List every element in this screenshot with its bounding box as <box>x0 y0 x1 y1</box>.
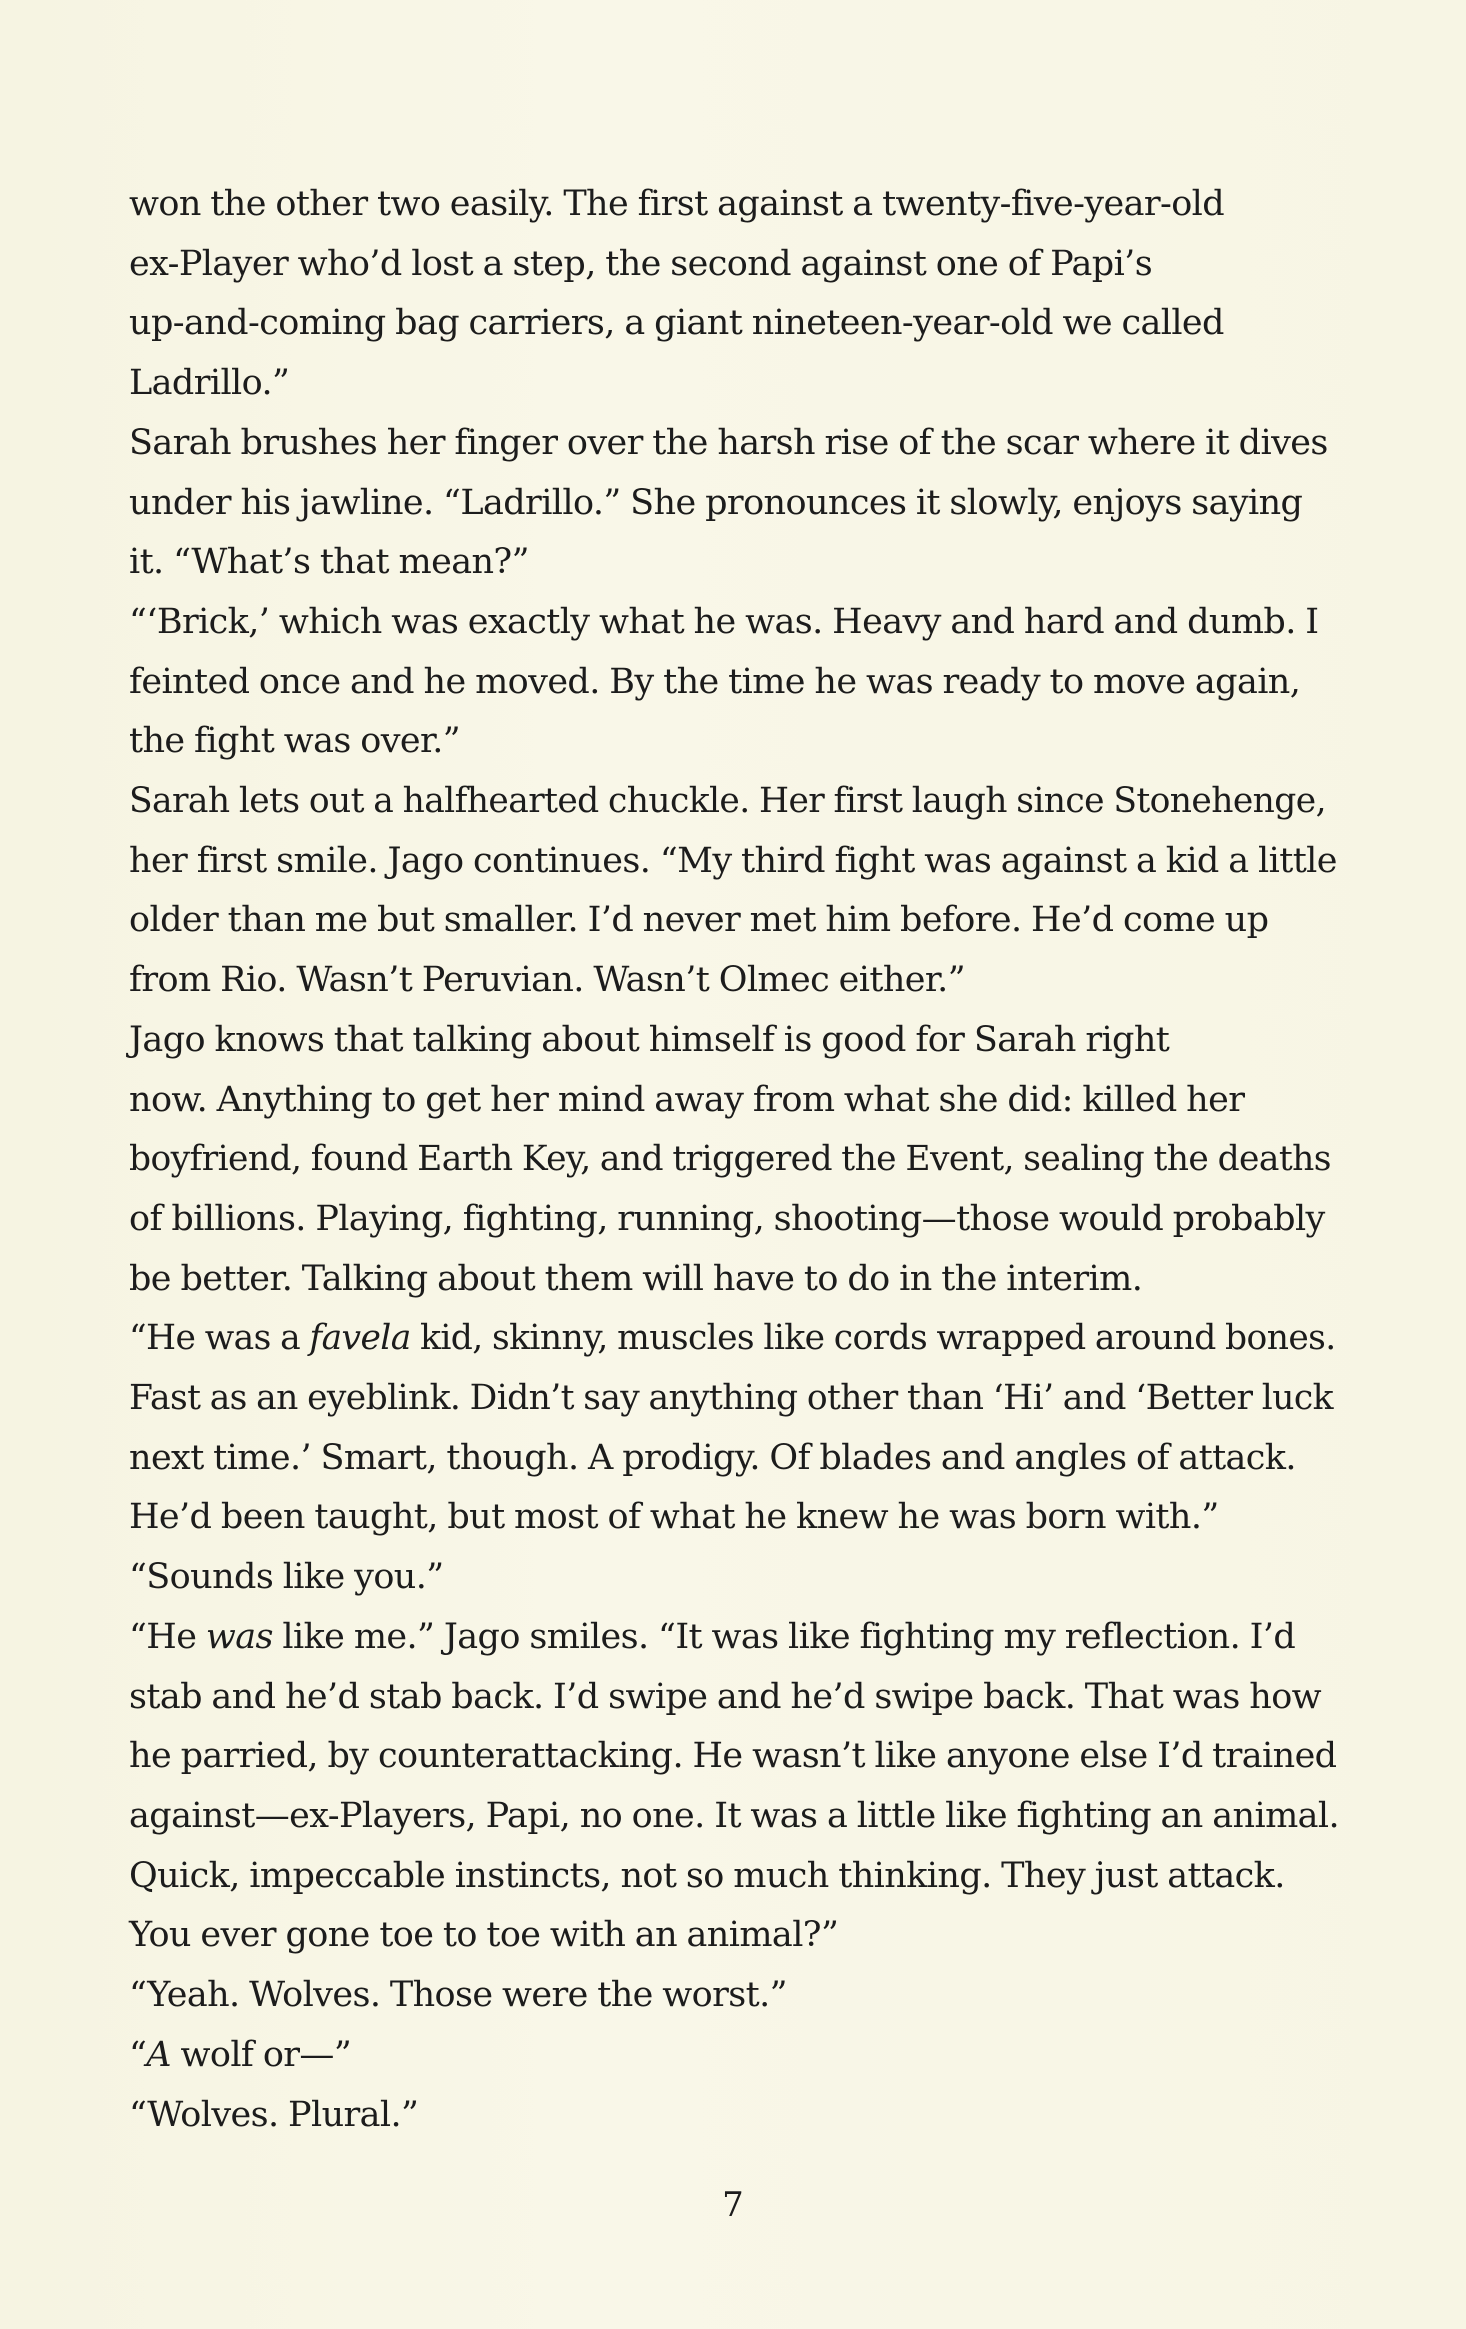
text-line: now. Anything to get her mind away from what she did: killed her <box>129 1079 1245 1120</box>
text-line: be better. Talking about them will have to do in the interim. <box>129 1258 1143 1299</box>
text-line: “He was like me.” Jago smiles. “It was like fighting my reflection. I’d <box>129 1616 1296 1657</box>
text-line: her first smile. Jago continues. “My third fight was against a kid a little <box>129 840 1337 881</box>
text-line: under his jawline. “Ladrillo.” She pronounces it slowly, enjoys saying <box>129 482 1303 523</box>
text-line: “Wolves. Plural.” <box>129 2094 419 2135</box>
text-line: Jago knows that talking about himself is good for Sarah right <box>129 1019 1170 1060</box>
text-line: “Yeah. Wolves. Those were the worst.” <box>129 1975 787 2016</box>
text-line: up-and-coming bag carriers, a giant nineteen-year-old we called <box>129 303 1224 344</box>
text-line: Ladrillo.” <box>129 363 290 404</box>
text-line: the fight was over.” <box>129 721 461 762</box>
text-line: You ever gone toe to toe with an animal?” <box>129 1915 839 1956</box>
text-line: Sarah lets out a halfhearted chuckle. Her first laugh since Stonehenge, <box>129 781 1326 822</box>
text-line: “Sounds like you.” <box>129 1557 444 1598</box>
text-line: boyfriend, found Earth Key, and triggered the Event, sealing the deaths <box>129 1139 1331 1180</box>
text-line: it. “What’s that mean?” <box>129 542 529 583</box>
text-line: “A wolf or—” <box>129 2034 352 2075</box>
text-line: He’d been taught, but most of what he knew he was born with.” <box>129 1497 1219 1538</box>
text-line: of billions. Playing, fighting, running, shooting—those would probably <box>129 1198 1325 1239</box>
text-line: won the other two easily. The first against a twenty-five-year-old <box>129 184 1225 224</box>
text-line: older than me but smaller. I’d never met him before. He’d come up <box>129 900 1269 941</box>
text-line: he parried, by counterattacking. He wasn’t like anyone else I’d trained <box>129 1736 1337 1777</box>
text-line: next time.’ Smart, though. A prodigy. Of blades and angles of attack. <box>129 1437 1296 1478</box>
text-line: ex-Player who’d lost a step, the second against one of Papi’s <box>129 243 1153 284</box>
italic-word: was <box>205 1616 273 1657</box>
text-line: Quick, impeccable instincts, not so much thinking. They just attack. <box>129 1855 1285 1896</box>
text-line: feinted once and he moved. By the time he was ready to move again, <box>129 661 1301 702</box>
text-line: Fast as an eyeblink. Didn’t say anything other than ‘Hi’ and ‘Better luck <box>129 1378 1333 1419</box>
text-line: Sarah brushes her finger over the harsh rise of the scar where it dives <box>129 422 1328 463</box>
body-text <box>129 175 1339 2145</box>
text-line: stab and he’d stab back. I’d swipe and he’d swipe back. That was how <box>129 1676 1322 1717</box>
text-line: “‘Brick,’ which was exactly what he was. Heavy and hard and dumb. I <box>129 601 1319 642</box>
italic-word: A <box>146 2034 171 2075</box>
page-number: 7 <box>722 2185 744 2225</box>
text-line: from Rio. Wasn’t Peruvian. Wasn’t Olmec either.” <box>129 960 965 1001</box>
text-line: against—ex-Players, Papi, no one. It was a little like fighting an animal. <box>129 1795 1340 1836</box>
italic-word: favela <box>309 1318 411 1359</box>
text-line: “He was a favela kid, skinny, muscles like cords wrapped around bones. <box>129 1318 1336 1359</box>
